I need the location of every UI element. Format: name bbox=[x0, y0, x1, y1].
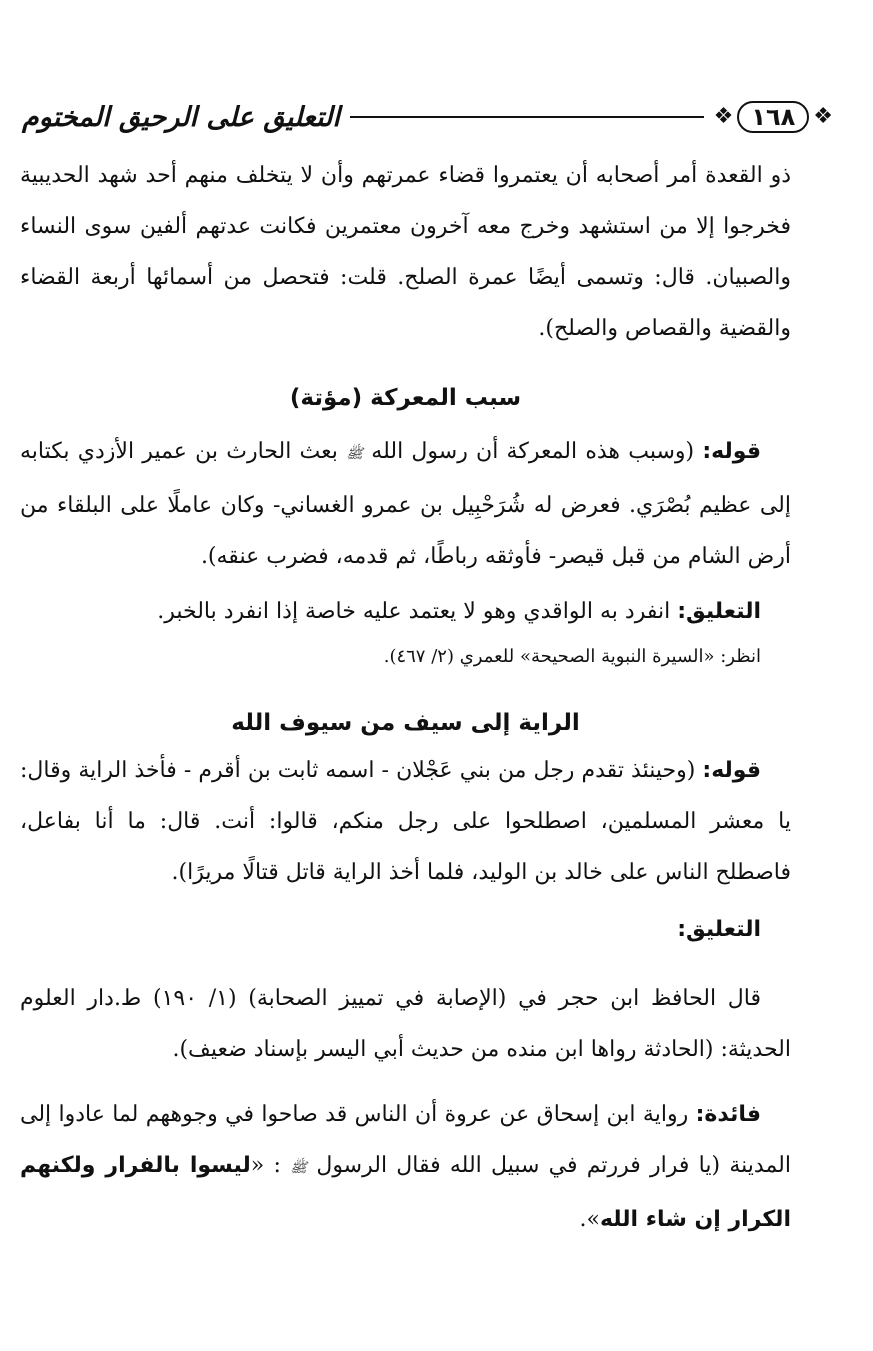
page-header bbox=[22, 92, 833, 142]
reference-1: انظر: «السيرة النبوية الصحيحة» للعمري (٢/ ٤٦٧). bbox=[383, 646, 761, 667]
paragraph-1-label: قوله: bbox=[702, 439, 761, 464]
sallam-1: ﷺ bbox=[346, 446, 364, 462]
ornament-left-icon: ❖ bbox=[713, 104, 734, 129]
paragraph-1 bbox=[20, 426, 791, 582]
note-1-text: انفرد به الواقدي وهو لا يعتمد عليه خاصة إذا انفرد بالخبر. bbox=[157, 599, 671, 624]
paragraph-2-label: قوله: bbox=[702, 758, 761, 783]
section-heading-1: سبب المعركة (مؤتة) bbox=[289, 385, 522, 411]
ornament-right-icon: ❖ bbox=[813, 104, 833, 129]
note-1-label: التعليق: bbox=[677, 599, 761, 624]
paragraph-3: قال الحافظ ابن حجر في (الإصابة في تمييز الصحابة) (١/ ١٩٠) ط.دار العلوم الحديثة: (الحادثة رواها ابن منده من حديث أبي اليسر بإسناد ضعيف). bbox=[20, 986, 791, 1062]
book-title: التعليق على الرحيق المختوم bbox=[22, 101, 340, 133]
paragraph-4 bbox=[20, 1089, 791, 1245]
note-2-label: التعليق: bbox=[677, 917, 761, 942]
intro-paragraph: ذو القعدة أمر أصحابه أن يعتمروا قضاء عمرتهم وأن لا يتخلف منهم أحد شهد الحديبية فخرجوا إلا من استشهد وخرج معه آخرون معتمرين فكانت عدتهم ألفين سوى النساء والصبيان. قال: وتسمى أيضًا عمرة الصلح. قلت: فتحصل من أسمائها أربعة القضاء والقضية والقصاص والصلح). bbox=[20, 163, 791, 341]
paragraph-4-bold-quote: ليسوا بالفرار ولكنهم الكرار إن شاء الله bbox=[20, 1153, 791, 1232]
paragraph-4-label: فائدة: bbox=[695, 1102, 761, 1127]
header-rule bbox=[350, 116, 704, 118]
paragraph-1-part-a: (وسبب هذه المعركة أن رسول الله bbox=[371, 439, 695, 464]
note-1 bbox=[20, 586, 791, 637]
paragraph-4-end: ». bbox=[579, 1207, 600, 1232]
paragraph-2 bbox=[20, 745, 791, 898]
sallam-2: ﷺ bbox=[290, 1160, 308, 1176]
paragraph-4-part-a: رواية ابن إسحاق عن عروة أن الناس قد صاحوا في وجوههم لما عادوا إلى المدينة (يا فرار فررتم في سبيل الله فقال الرسول bbox=[20, 1102, 791, 1178]
paragraph-4-part-b: : « bbox=[250, 1153, 281, 1178]
note-2 bbox=[20, 904, 791, 955]
paragraph-1-part-b: بعث الحارث بن عمير الأزدي بكتابه إلى عظيم بُصْرَي. فعرض له شُرَحْبِيل بن عمرو الغساني- وكان عاملًا على البلقاء من أرض الشام من قبل قيصر- فأوثقه رباطًا، ثم قدمه، فضرب عنقه). bbox=[20, 439, 791, 569]
section-heading-2: الراية إلى سيف من سيوف الله bbox=[231, 710, 580, 736]
paragraph-2-text: (وحينئذ تقدم رجل من بني عَجْلان - اسمه ثابت بن أقرم - فأخذ الراية وقال: يا معشر المسلمين، اصطلحوا على رجل منكم، قالوا: أنت. قال: ما أنا بفاعل، فاصطلح الناس على خالد بن الوليد، فلما أخذ الراية قاتل قتالًا مريرًا). bbox=[20, 758, 791, 885]
page-number: ١٦٨ bbox=[737, 101, 809, 133]
page-content bbox=[20, 150, 791, 1245]
